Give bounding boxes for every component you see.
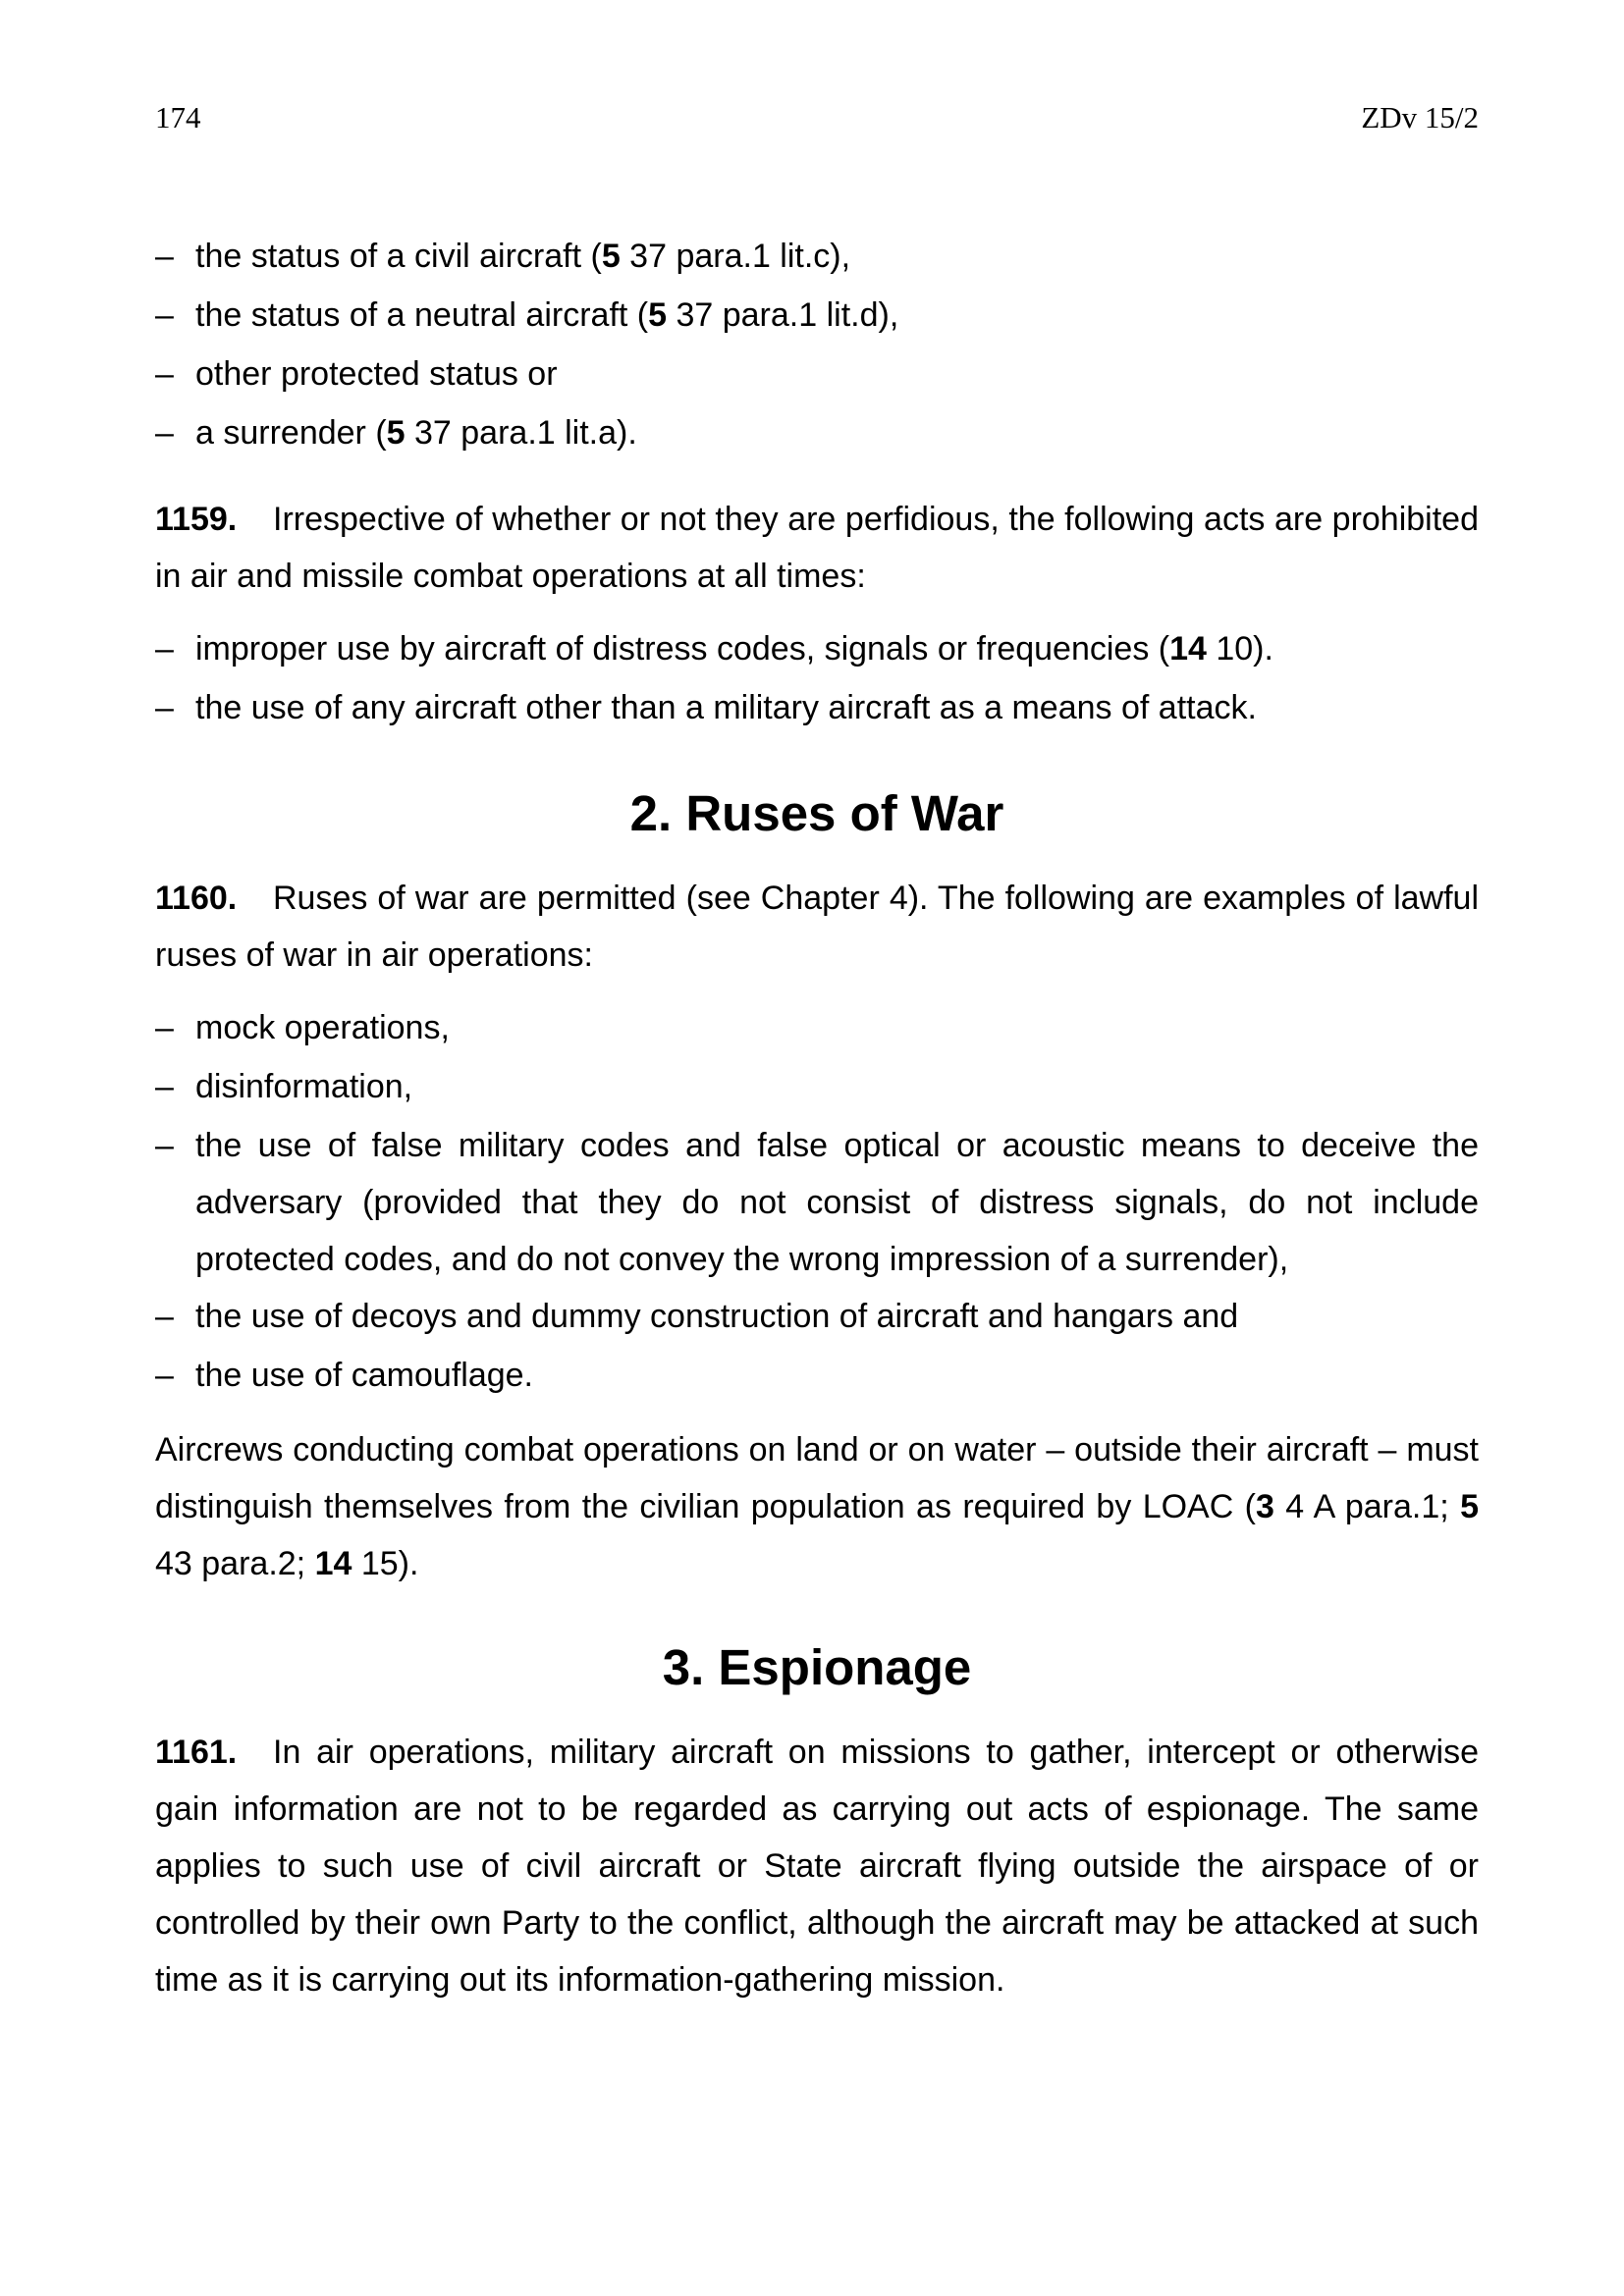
prohibited-acts-list [155, 620, 1479, 738]
dash-bullet: – [155, 689, 174, 726]
paragraph-1160: 1160. Ruses of war are permitted (see Chapter 4). The following are examples of lawful ruses of war in air operations: [155, 870, 1479, 984]
section-heading-espionage: 3. Espionage [662, 1639, 972, 1695]
aircrews-paragraph: Aircrews conducting combat operations on land or on water – outside their aircraft – must distinguish themselves from the civilian population as required by LOAC (3 4 A para.1; 5 43 para.2; 14 15). [155, 1431, 1479, 1582]
document-reference: ZDv 15/2 [1361, 100, 1479, 134]
dash-bullet: – [155, 630, 174, 667]
page-body [155, 228, 1479, 2008]
list-item: – the status of a civil aircraft (5 37 para.1 lit.c), [155, 228, 1479, 287]
dash-bullet: – [155, 1127, 174, 1164]
list-item: – the use of any aircraft other than a military aircraft as a means of attack. [155, 679, 1479, 738]
dash-bullet: – [155, 1298, 174, 1335]
list-item: – other protected status or [155, 346, 1479, 404]
paragraph-1161: 1161. In air operations, military aircraft on missions to gather, intercept or otherwise gain information are not to be regarded as carrying out acts of espionage. The same applies to such use of civil aircraft or State aircraft flying outside the airspace of or controlled by their own Party to the conflict, although the aircraft may be attacked at such time as it is carrying out its information-gathering mission. [155, 1724, 1479, 2008]
ruses-list [155, 999, 1479, 1406]
paragraph-number: 1160. [155, 880, 238, 917]
paragraph-number: 1159. [155, 501, 238, 538]
dash-bullet: – [155, 1357, 174, 1394]
dash-bullet: – [155, 414, 174, 452]
list-item: – disinformation, [155, 1058, 1479, 1117]
paragraph-number: 1161. [155, 1734, 238, 1771]
dash-bullet: – [155, 238, 174, 275]
page-number: 174 [155, 100, 201, 134]
list-item: – a surrender (5 37 para.1 lit.a). [155, 404, 1479, 463]
list-item: – mock operations, [155, 999, 1479, 1058]
paragraph-1159: 1159. Irrespective of whether or not they are perfidious, the following acts are prohibited in air and missile combat operations at all times: [155, 491, 1479, 605]
dash-bullet: – [155, 1009, 174, 1046]
list-item: – the use of camouflage. [155, 1347, 1479, 1406]
list-item: – the use of false military codes and false optical or acoustic means to deceive the adversary (provided that they do not consist of distress signals, do not include protected codes, and do not convey the wrong impression of a surrender), [155, 1117, 1479, 1288]
section-heading-ruses-of-war: 2. Ruses of War [629, 785, 1004, 841]
dash-bullet: – [155, 355, 174, 393]
list-item: – the status of a neutral aircraft (5 37 para.1 lit.d), [155, 287, 1479, 346]
list-item: – improper use by aircraft of distress codes, signals or frequencies (14 10). [155, 620, 1479, 679]
dash-bullet: – [155, 1068, 174, 1105]
status-list [155, 228, 1479, 463]
dash-bullet: – [155, 296, 174, 334]
list-item: – the use of decoys and dummy construction of aircraft and hangars and [155, 1288, 1479, 1347]
